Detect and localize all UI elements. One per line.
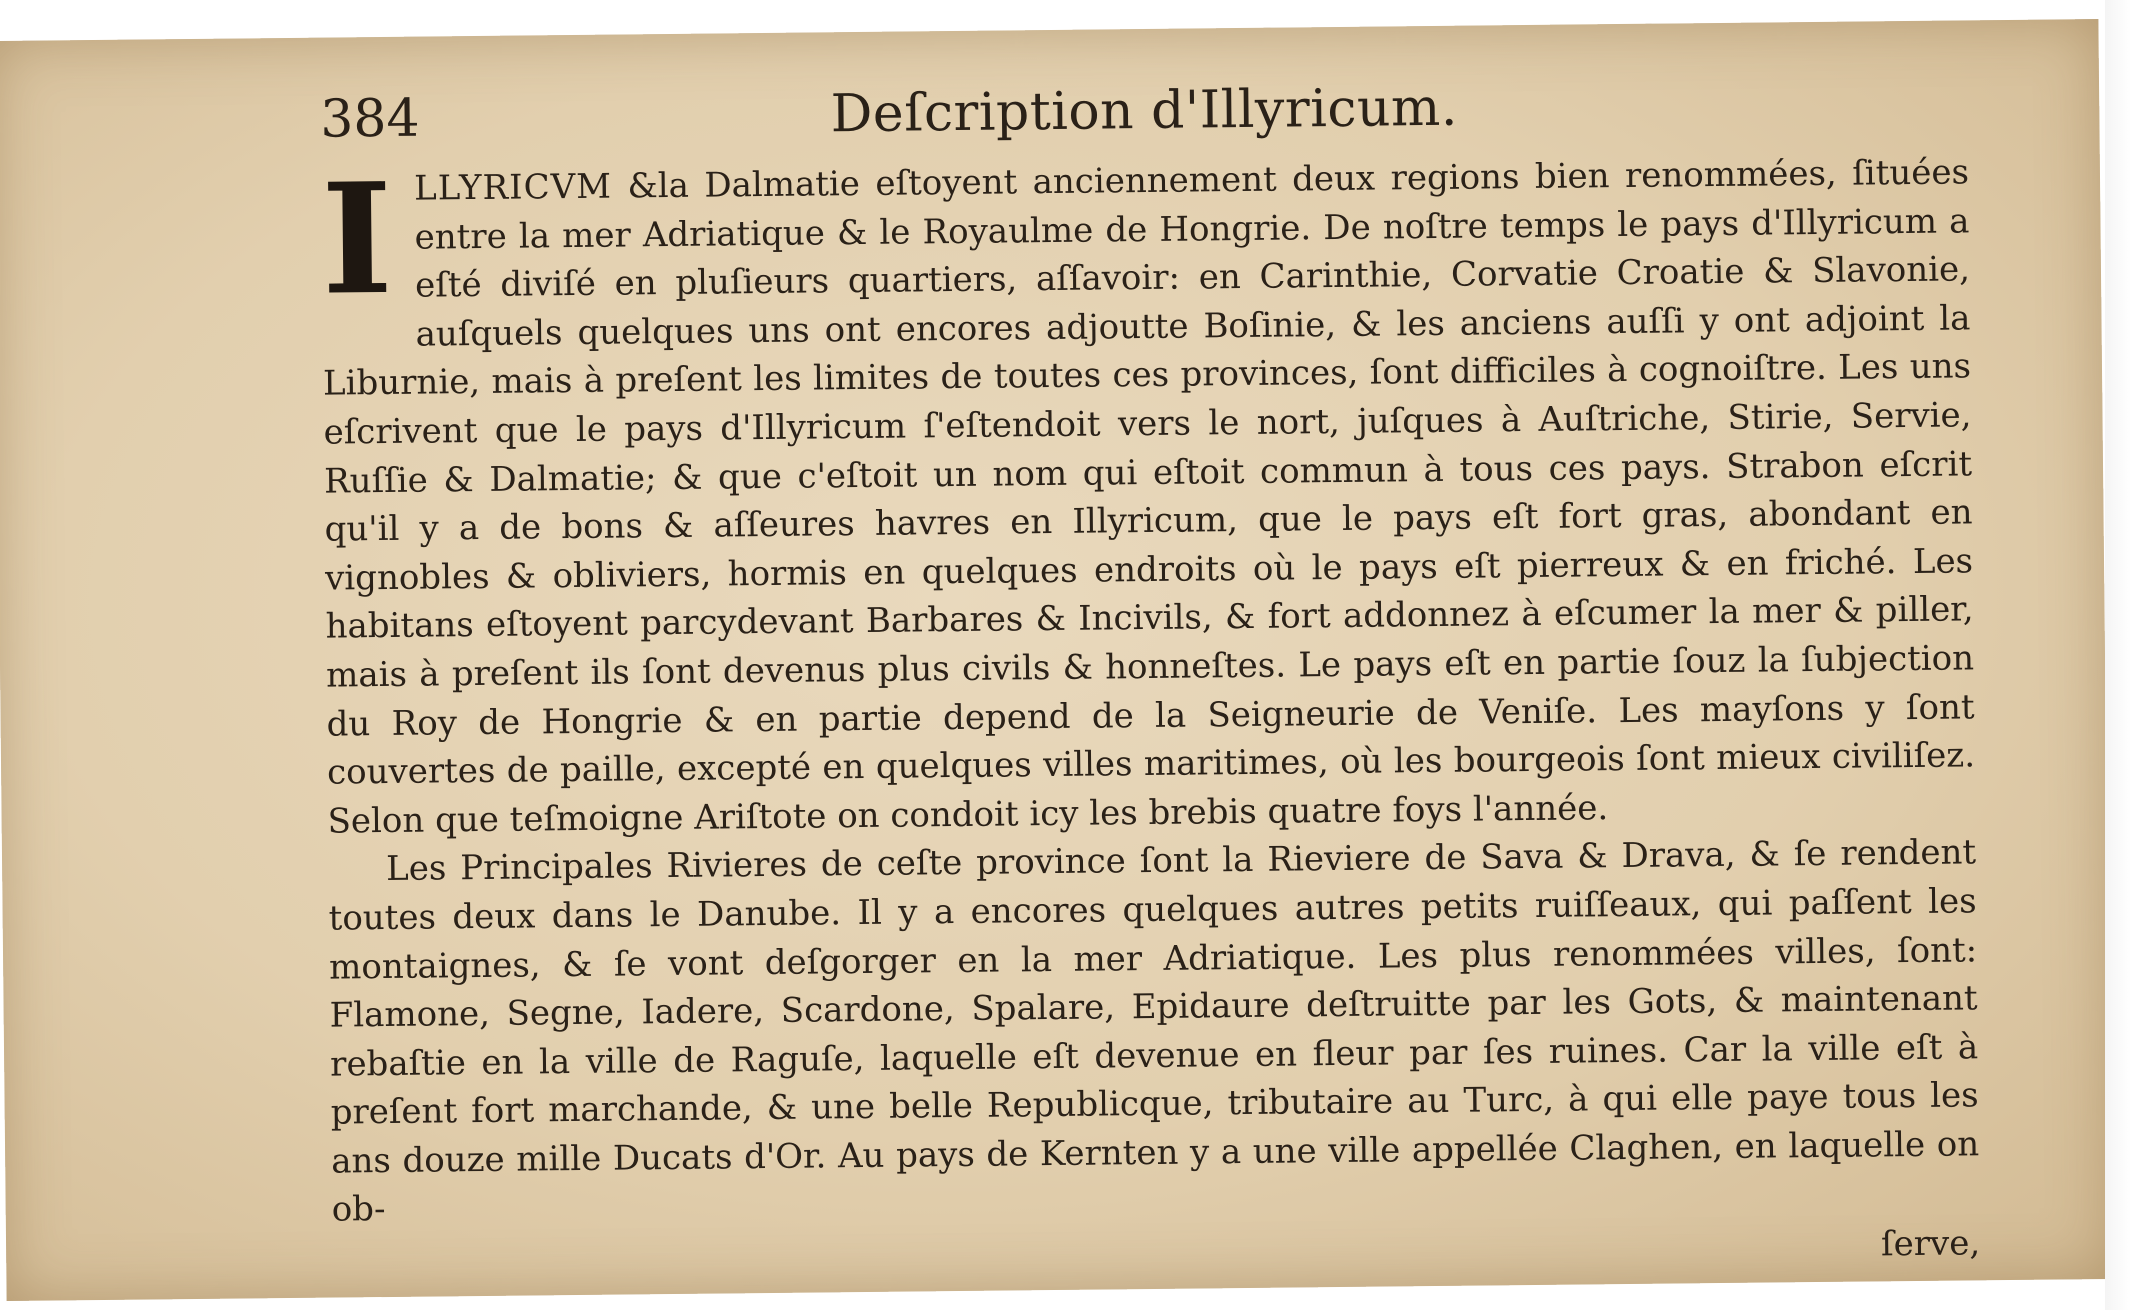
paragraph-1-text: &la Dalmatie eſtoyent anciennement deux regions bien renommées, ſituées entre la mer Adriatique & le Royaulme de Hongrie. De noſtre temps le pays d'Illyricum a eſté diviſé en pluſieurs quartiers, aſſavoir: en Carinthie, Corvatie Croatie & Slavonie, auſquels quelques uns ont encores adjoutte Boſinie, & les anciens auſſi y ont adjoint la Liburnie, mais à preſent les limites de toutes ces provinces, ſont difficiles à cognoiſtre. Les uns eſcrivent que le pays d'Illyricum ſ'eſtendoit vers le nort, juſques à Auſtriche, Stirie, Servie, Ruſſie & Dalmatie; & que c'eſtoit un nom qui eſtoit commun à tous ces pays. Strabon eſcrit qu'il y a de bons & aſſeures havres en Illyricum, que le pays eſt fort gras, abondant en vignobles & obliviers, hormis en quelques endroits où le pays eſt pierreux & en friché. Les habitans eſtoyent parcydevant Barbares & Incivils, & fort addonnez à eſcumer la mer & piller, mais à preſent ils ſont devenus plus civils & honneſtes. Le pays eſt en partie ſouz la ſubjection du Roy de Hongrie & en partie depend de la Seigneurie de Veniſe. Les mayſons y ſont couvertes de paille, excepté en quelques villes maritimes, où les bourgeois ſont mieux civiliſez. Selon que teſmoigne Ariſtote on condoit icy les brebis quatre foys l'année. bbox=[322, 152, 1976, 842]
drop-cap: I bbox=[320, 148, 394, 329]
book-page bbox=[0, 19, 2112, 1301]
paragraph-2-text: Les Principales Rivieres de ceſte province ſont la Rieviere de Sava & Drava, & ſe rendent toutes deux dans le Danube. Il y a encores quelques autres petits ruiſſeaux, qui paſſent les montaignes, & ſe vont deſgorger en la mer Adriatique. Les plus renommées villes, ſont: Flamone, Segne, Iadere, Scardone, Spalare, Epidaure deſtruitte par les Gots, & maintenant rebaſtie en la ville de Raguſe, laquelle eſt devenue en fleur par ſes ruines. Car la ville eſt à preſent fort marchande, & une belle Republicque, tributaire au Turc, à qui elle paye tous les ans douze mille Ducats d'Or. Au pays de Kernten y a une ville appellée Claghen, en laquelle on ob- bbox=[328, 832, 1980, 1231]
paragraph-2 bbox=[328, 829, 1980, 1235]
first-word: LLYRICVM bbox=[413, 166, 613, 209]
running-title: Deſcription d'Illyricum. bbox=[830, 77, 1459, 145]
page-number: 384 bbox=[319, 88, 420, 150]
page-edge bbox=[2105, 0, 2131, 1310]
paragraph-1 bbox=[321, 148, 1976, 846]
catchword: ſerve, bbox=[1880, 1223, 1981, 1265]
text-block bbox=[320, 72, 1980, 1285]
